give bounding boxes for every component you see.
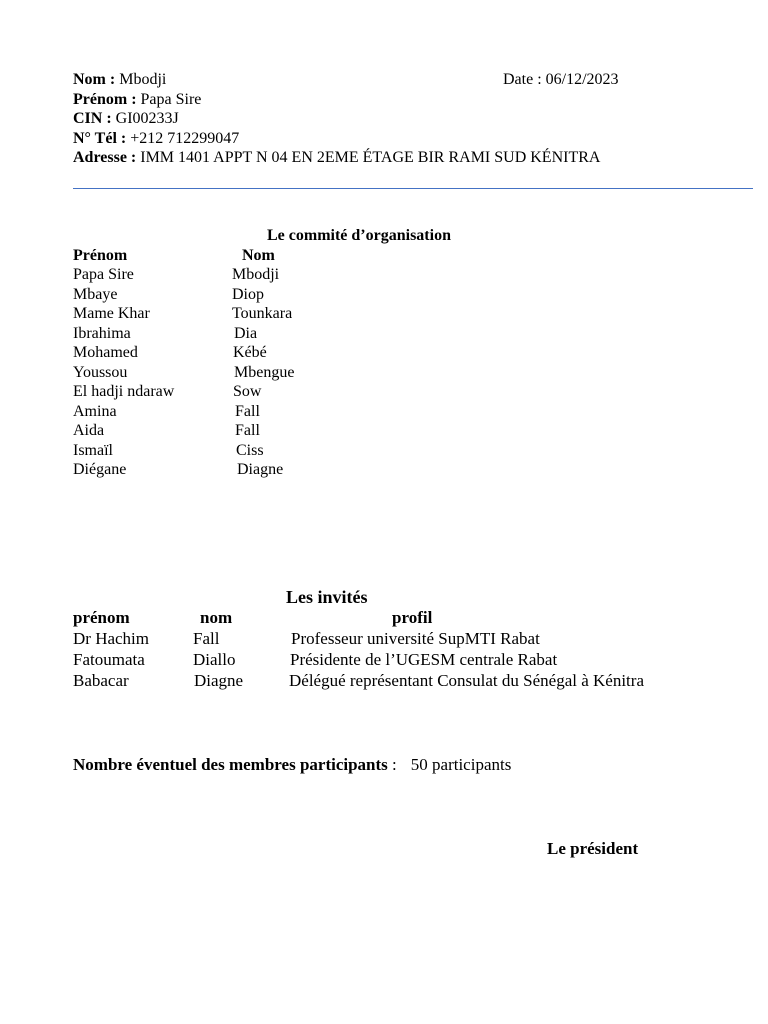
- prenom-label: Prénom :: [73, 90, 137, 108]
- guest-profil: Présidente de l’UGESM centrale Rabat: [290, 650, 558, 669]
- guests-title: Les invités: [286, 587, 368, 607]
- cin-line: [73, 109, 179, 129]
- committee-prenom-list: [73, 265, 174, 480]
- nom-line: [73, 70, 166, 90]
- tel-label: N° Tél :: [73, 129, 127, 147]
- committee-member-prenom: Amina: [73, 402, 117, 420]
- adresse-label: Adresse :: [73, 149, 137, 166]
- adresse-value: IMM 1401 APPT N 04 EN 2EME ÉTAGE BIR RAMI SUD KÉNITRA: [140, 149, 601, 166]
- guest-nom: Diagne: [194, 671, 244, 690]
- committee-member-nom: Ciss: [236, 441, 264, 459]
- committee-col-prenom: Prénom: [73, 246, 128, 264]
- nom-label: Nom :: [73, 71, 116, 88]
- committee-member-prenom: Ibrahima: [73, 324, 131, 342]
- guest-prenom: Dr Hachim: [73, 629, 150, 648]
- committee-member-nom: Fall: [235, 402, 260, 420]
- guests-col-prenom: prénom: [73, 608, 130, 627]
- committee-member-nom: Kébé: [233, 344, 267, 361]
- tel-value: +212 712299047: [130, 129, 240, 147]
- tel-line: [73, 129, 239, 149]
- committee-member-nom: Fall: [235, 422, 260, 439]
- committee-member-nom: Diop: [232, 285, 264, 303]
- prenom-value: Papa Sire: [140, 90, 202, 108]
- committee-member-prenom: Mame Khar: [73, 305, 150, 322]
- guests-col-profil: profil: [392, 608, 433, 627]
- guest-prenom: Babacar: [73, 671, 129, 690]
- committee-member-prenom: Diégane: [73, 461, 127, 478]
- president-signature-label: Le président: [547, 839, 639, 858]
- committee-member-nom: Sow: [233, 383, 262, 400]
- participants-label: Nombre éventuel des membres participants: [73, 755, 388, 774]
- cin-label: CIN :: [73, 110, 112, 127]
- committee-title: Le commité d’organisation: [267, 227, 451, 244]
- prenom-line: [73, 90, 201, 110]
- guest-prenom: Fatoumata: [73, 650, 145, 669]
- committee-member-prenom: Mbaye: [73, 285, 118, 303]
- participants-separator: :: [387, 755, 397, 774]
- guest-profil: Délégué représentant Consulat du Sénégal à Kénitra: [289, 671, 644, 690]
- participants-value: 50 participants: [410, 755, 512, 774]
- committee-member-nom: Mbengue: [234, 363, 295, 381]
- committee-member-prenom: Mohamed: [73, 344, 138, 361]
- committee-member-prenom: Ismaïl: [73, 441, 113, 459]
- guests-col-nom: nom: [200, 608, 233, 627]
- committee-member-nom: Dia: [234, 324, 258, 342]
- committee-member-nom: Tounkara: [232, 305, 293, 322]
- committee-member-prenom: El hadji ndaraw: [73, 383, 175, 400]
- participants-line: [73, 755, 511, 775]
- committee-member-prenom: Aida: [73, 422, 105, 439]
- guest-nom: Fall: [193, 629, 220, 648]
- cin-value: GI00233J: [115, 110, 179, 127]
- header-divider: [73, 188, 753, 189]
- committee-member-prenom: Youssou: [73, 363, 128, 381]
- guest-profil: Professeur université SupMTI Rabat: [291, 629, 540, 648]
- document-date: Date : 06/12/2023: [503, 71, 619, 88]
- committee-member-nom: Diagne: [237, 461, 284, 478]
- committee-col-nom: Nom: [242, 246, 275, 264]
- nom-value: Mbodji: [119, 71, 167, 88]
- guest-nom: Diallo: [193, 650, 236, 669]
- committee-member-prenom: Papa Sire: [73, 266, 134, 283]
- committee-member-nom: Mbodji: [232, 266, 280, 283]
- adresse-line: [73, 148, 600, 168]
